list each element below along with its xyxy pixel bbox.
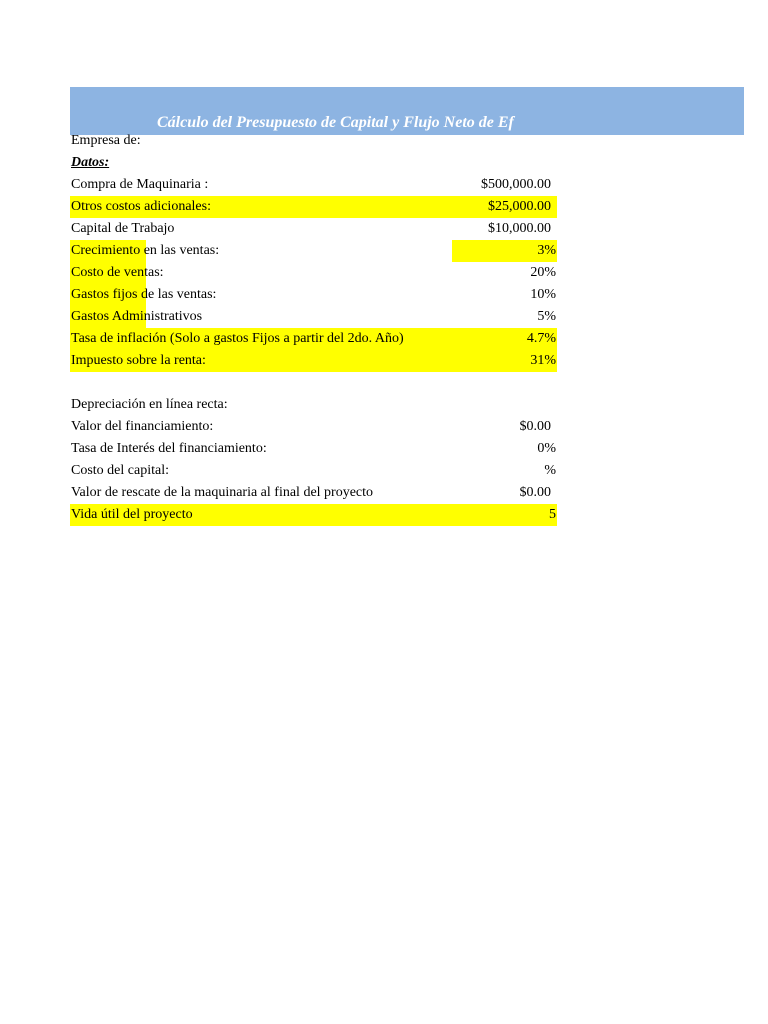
costo-capital-label: Costo del capital: (71, 463, 169, 478)
valor-financiamiento-value[interactable]: $0.00 (519, 419, 551, 434)
row-tasa-inflacion[interactable] (70, 328, 557, 350)
row-valor-financiamiento[interactable] (70, 416, 557, 438)
row-empresa[interactable] (70, 130, 557, 152)
costo-ventas-label: Costo de ventas: (71, 265, 164, 280)
row-gastos-fijos[interactable] (70, 284, 557, 306)
row-capital-trabajo[interactable] (70, 218, 557, 240)
vida-util-label: Vida útil del proyecto (71, 507, 193, 522)
impuesto-renta-value[interactable]: 31% (530, 353, 556, 368)
costo-capital-value[interactable]: % (544, 463, 556, 478)
row-impuesto-renta[interactable] (70, 350, 557, 372)
tasa-inflacion-label: Tasa de inflación (Solo a gastos Fijos a partir del 2do. Año) (71, 331, 404, 346)
compra-maquinaria-label: Compra de Maquinaria : (71, 177, 209, 192)
otros-costos-value[interactable]: $25,000.00 (488, 199, 551, 214)
valor-rescate-label: Valor de rescate de la maquinaria al final del proyecto (71, 485, 374, 500)
row-otros-costos[interactable] (70, 196, 557, 218)
gastos-administrativos-value[interactable]: 5% (537, 309, 556, 324)
tasa-interes-value[interactable]: 0% (537, 441, 556, 456)
sheet-title: Cálculo del Presupuesto de Capital y Flujo Neto de Ef (157, 114, 514, 131)
vida-util-value[interactable]: 5 (549, 507, 556, 522)
row-costo-capital[interactable] (70, 460, 557, 482)
valor-financiamiento-label: Valor del financiamiento: (71, 419, 214, 434)
title-banner (70, 87, 744, 135)
row-valor-rescate[interactable] (70, 482, 557, 504)
otros-costos-label: Otros costos adicionales: (71, 199, 211, 214)
row-crecimiento-ventas[interactable] (70, 240, 557, 262)
valor-rescate-value[interactable]: $0.00 (519, 485, 551, 500)
empresa-label: Empresa de: (71, 133, 141, 148)
datos-label: Datos: (71, 155, 110, 170)
row-depreciacion[interactable] (70, 394, 557, 416)
row-vida-util[interactable] (70, 504, 557, 526)
tasa-interes-label: Tasa de Interés del financiamiento: (71, 441, 267, 456)
gastos-fijos-value[interactable]: 10% (530, 287, 556, 302)
row-gastos-administrativos[interactable] (70, 306, 557, 328)
crecimiento-ventas-value[interactable]: 3% (537, 243, 556, 258)
depreciacion-label: Depreciación en línea recta: (71, 397, 228, 412)
row-costo-ventas[interactable] (70, 262, 557, 284)
gastos-administrativos-label: Gastos Administrativos (71, 309, 203, 324)
gastos-fijos-label: Gastos fijos de las ventas: (71, 287, 217, 302)
capital-trabajo-value[interactable]: $10,000.00 (488, 221, 551, 236)
row-tasa-interes[interactable] (70, 438, 557, 460)
impuesto-renta-label: Impuesto sobre la renta: (71, 353, 206, 368)
costo-ventas-value[interactable]: 20% (530, 265, 556, 280)
compra-maquinaria-value[interactable]: $500,000.00 (481, 177, 551, 192)
tasa-inflacion-value[interactable]: 4.7% (526, 331, 556, 346)
capital-trabajo-label: Capital de Trabajo (71, 221, 175, 236)
row-datos[interactable] (70, 152, 557, 174)
row-compra-maquinaria[interactable] (70, 174, 557, 196)
crecimiento-ventas-label: Crecimiento en las ventas: (71, 243, 220, 258)
